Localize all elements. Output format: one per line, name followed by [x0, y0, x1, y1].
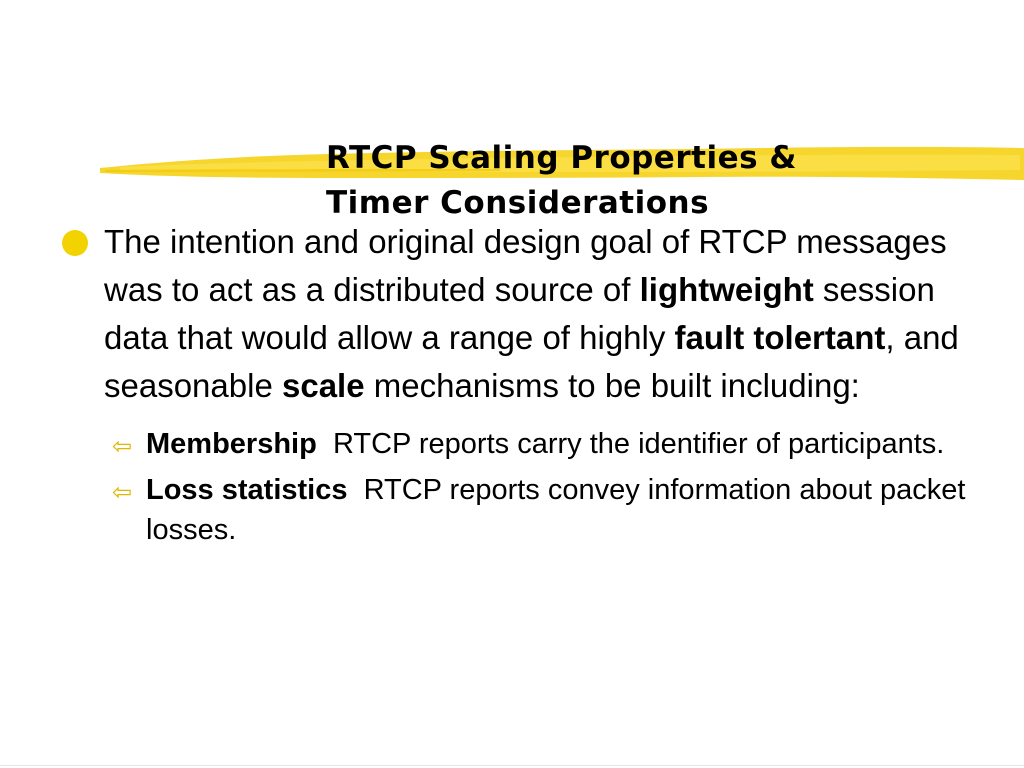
hollow-left-arrow-icon: ⇦: [112, 432, 133, 460]
main-bullet-text-part: , and seasonable: [104, 319, 959, 404]
sub-bullet-membership: [62, 424, 982, 464]
slide-title-line-1: RTCP Scaling Properties &: [326, 140, 797, 176]
term-scale: scale: [281, 367, 365, 404]
main-bullet: [62, 218, 982, 410]
sub-bullet-description: RTCP reports carry the identifier of participants.: [316, 428, 945, 460]
yellow-dot-icon: [62, 230, 88, 256]
term-fault-tolerant: fault tolertant: [674, 319, 886, 356]
term-lightweight: lightweight: [639, 271, 814, 308]
main-bullet-text-part: session data that would allow a range of highly: [104, 271, 935, 356]
slide-body: [62, 218, 982, 550]
main-bullet-text-part: mechanisms to be built including:: [364, 367, 860, 404]
sub-bullet-term: Loss statistics: [146, 474, 348, 506]
slide-title-line-2: Timer Considerations: [326, 185, 710, 221]
sub-bullet-loss-statistics: [62, 470, 982, 550]
slide-title: [326, 136, 1006, 226]
sub-bullet-description: RTCP reports convey information about packet losses.: [146, 474, 974, 546]
sub-bullet-text: [146, 424, 982, 464]
main-bullet-text-part: The intention and original design goal of RTCP messages was to act as a distributed source of: [104, 223, 947, 308]
sub-bullet-text: [146, 470, 982, 550]
sub-bullet-term: Membership: [146, 428, 317, 460]
main-bullet-text: [104, 218, 982, 410]
hollow-left-arrow-icon: ⇦: [112, 478, 133, 506]
bottom-divider: [0, 765, 1024, 766]
